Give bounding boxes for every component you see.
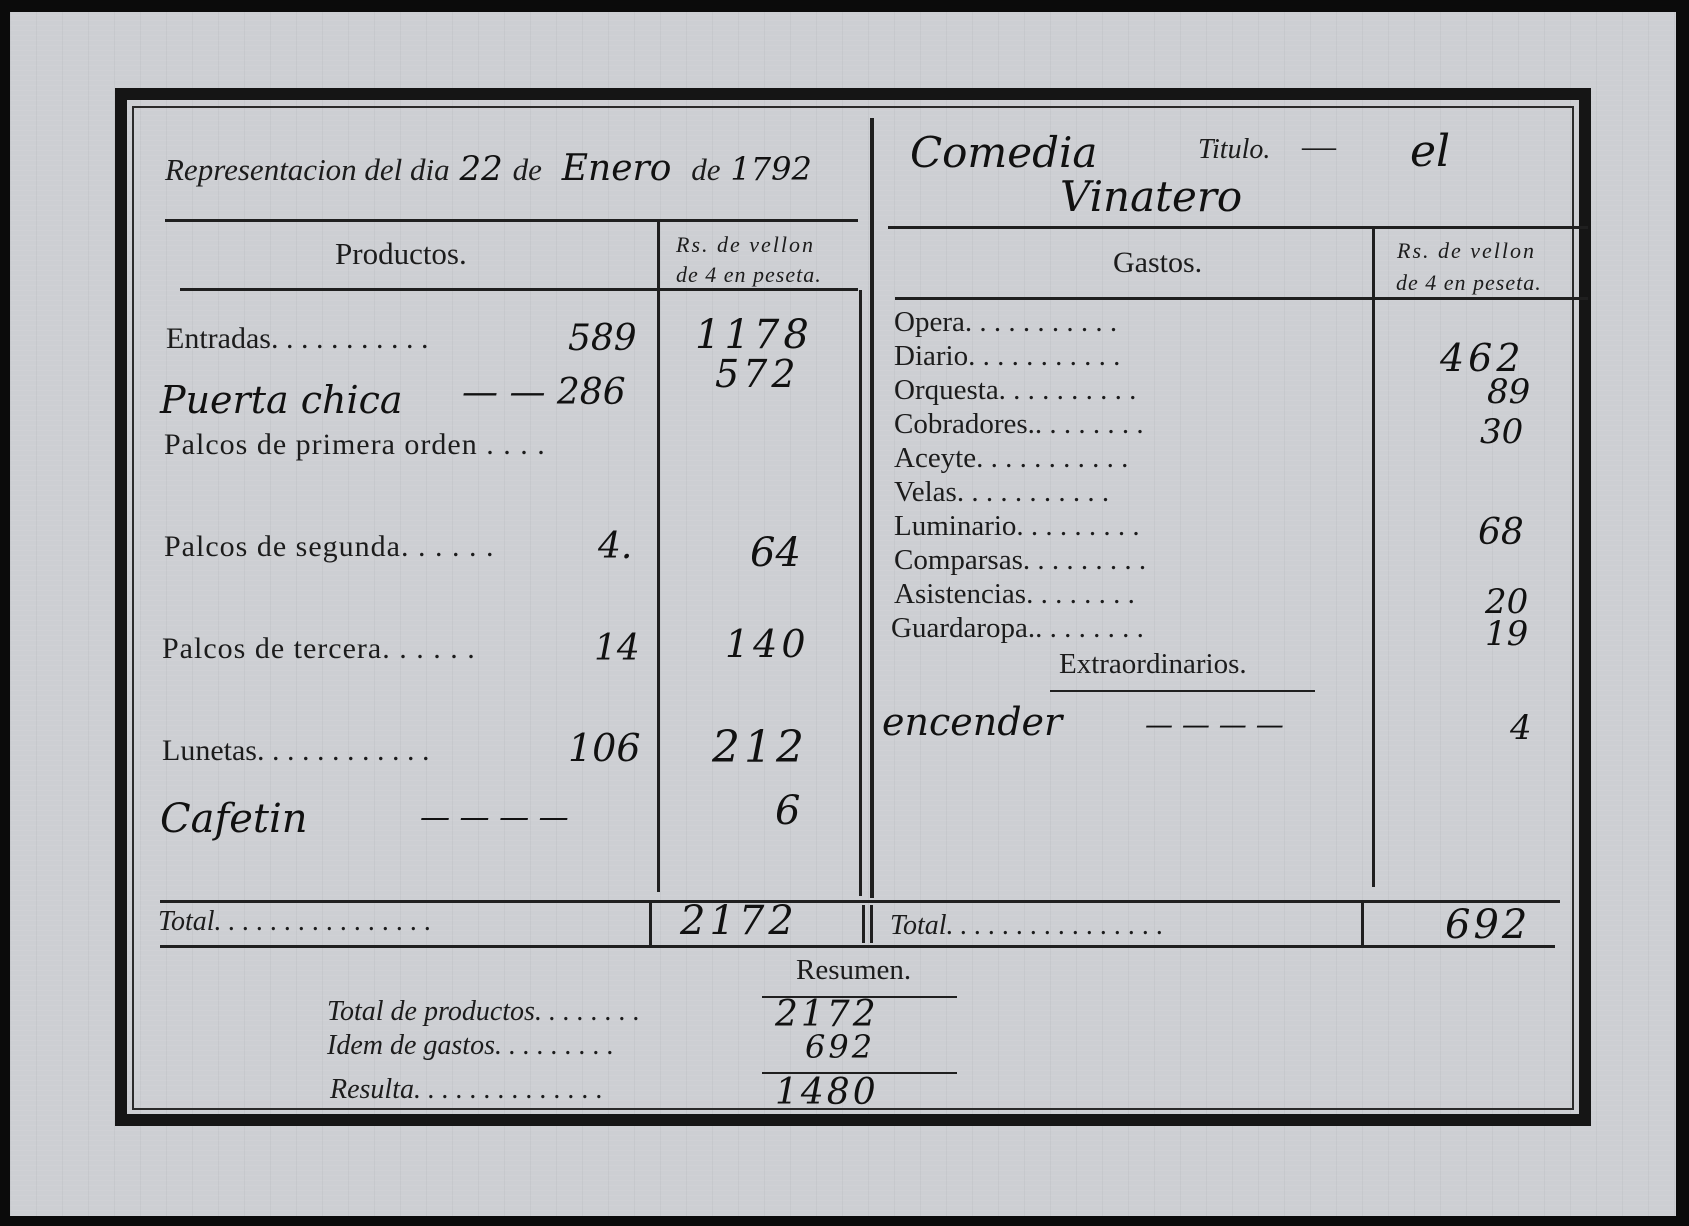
productos-col-head-2: de 4 en peseta. bbox=[676, 262, 822, 287]
gastos-row-diario-amount: 462 bbox=[1440, 336, 1525, 380]
titulo-dash: — bbox=[1302, 128, 1336, 165]
gastos-col-head-1: Rs. de vellon bbox=[1397, 238, 1537, 263]
gastos-row-velas-label: Velas. . . . . . . . . . . bbox=[894, 476, 1110, 508]
prod-col-divider bbox=[657, 222, 660, 892]
gastos-row-cobradores-amount: 30 bbox=[1480, 412, 1524, 452]
resumen-row-gastos-value: 692 bbox=[805, 1028, 876, 1066]
resumen-row-resulta-value: 1480 bbox=[775, 1072, 879, 1113]
date-de-2: de bbox=[691, 152, 721, 187]
title-part-1: el bbox=[1410, 126, 1451, 177]
titulo-label: Titulo. bbox=[1198, 134, 1271, 165]
extraordinarios-heading: Extraordinarios. bbox=[1059, 648, 1247, 680]
resumen-row-gastos-label: Idem de gastos. . . . . . . . . bbox=[327, 1030, 614, 1061]
date-year: 1792 bbox=[730, 150, 812, 188]
gastos-row-luminario-amount: 68 bbox=[1478, 512, 1524, 553]
gastos-col-head-2: de 4 en peseta. bbox=[1396, 270, 1542, 295]
prod-head-bottom-rule bbox=[180, 288, 858, 291]
gastos-col-divider bbox=[1372, 229, 1375, 887]
gastos-row-asistencias-label: Asistencias. . . . . . . . bbox=[894, 578, 1135, 610]
gastos-row-orquesta-label: Orquesta. . . . . . . . . . bbox=[894, 374, 1137, 406]
prod-row-palcos-segunda-count: 4. bbox=[598, 526, 633, 567]
gastos-total-value: 692 bbox=[1445, 902, 1531, 948]
prod-row-palcos-primera-label: Palcos de primera orden . . . . bbox=[164, 428, 546, 461]
prod-row-cafetin-label: Cafetin bbox=[160, 796, 308, 842]
gastos-row-diario-label: Diario. . . . . . . . . . . bbox=[894, 340, 1121, 372]
total-top-rule bbox=[160, 900, 1560, 903]
productos-col-head-1: Rs. de vellon bbox=[676, 232, 816, 257]
gastos-row-orquesta-amount: 89 bbox=[1487, 372, 1531, 412]
prod-row-puerta-label: Puerta chica bbox=[160, 378, 403, 422]
gastos-row-guardaropa-label: Guardaropa.. . . . . . . . bbox=[891, 612, 1144, 644]
center-divider-left bbox=[859, 290, 862, 896]
gastos-row-guardaropa-amount: 19 bbox=[1485, 614, 1529, 654]
extra-row-encender-dashes: — — — — bbox=[1145, 708, 1284, 741]
gastos-head-bottom-rule bbox=[895, 297, 1588, 300]
prod-row-palcos-tercera-count: 14 bbox=[594, 628, 640, 669]
prod-row-palcos-segunda-label: Palcos de segunda. . . . . . bbox=[164, 530, 495, 563]
gastos-row-comparsas-label: Comparsas. . . . . . . . . bbox=[894, 544, 1147, 576]
prod-row-palcos-tercera-amount: 140 bbox=[725, 622, 810, 666]
prod-row-lunetas-label: Lunetas. . . . . . . . . . . . bbox=[162, 734, 430, 767]
prod-row-lunetas-amount: 212 bbox=[712, 722, 808, 773]
gastos-row-asistencias-amount: 20 bbox=[1485, 582, 1529, 622]
gastos-row-aceyte-label: Aceyte. . . . . . . . . . . bbox=[894, 442, 1129, 474]
total-bottom-rule bbox=[160, 945, 1555, 948]
prod-row-cafetin-amount: 6 bbox=[775, 788, 801, 834]
center-divider-top bbox=[870, 118, 874, 898]
prod-row-palcos-segunda-amount: 64 bbox=[750, 530, 801, 576]
productos-heading: Productos. bbox=[335, 236, 467, 271]
title-part-2: Vinatero bbox=[1060, 172, 1243, 221]
prod-total-tick bbox=[649, 900, 652, 946]
prod-head-top-rule bbox=[165, 219, 858, 222]
productos-total-value: 2172 bbox=[680, 898, 798, 944]
prod-row-entradas-count: 589 bbox=[568, 318, 637, 359]
gastos-total-label: Total. . . . . . . . . . . . . . . . bbox=[890, 910, 1164, 941]
gastos-row-opera-label: Opera. . . . . . . . . . . bbox=[894, 306, 1118, 338]
genre: Comedia bbox=[910, 128, 1098, 177]
extra-row-encender-amount: 4 bbox=[1510, 708, 1532, 748]
prod-row-entradas-amount: 1178 bbox=[695, 312, 813, 358]
extraordinarios-underline bbox=[1050, 690, 1315, 692]
prod-row-puerta-count: — — 286 bbox=[462, 372, 626, 413]
gastos-head-top-rule bbox=[888, 226, 1588, 229]
gastos-total-double-bar-b bbox=[870, 905, 873, 943]
resumen-row-productos-value: 2172 bbox=[775, 994, 879, 1035]
productos-total-label: Total. . . . . . . . . . . . . . . . bbox=[158, 906, 432, 937]
prod-row-entradas-label: Entradas. . . . . . . . . . . bbox=[166, 322, 429, 355]
resumen-row-productos-label: Total de productos. . . . . . . . bbox=[327, 996, 640, 1027]
prod-row-lunetas-count: 106 bbox=[568, 726, 641, 770]
date-de-1: de bbox=[512, 152, 542, 187]
performance-date-line bbox=[165, 148, 812, 189]
gastos-row-cobradores-label: Cobradores.. . . . . . . . bbox=[894, 408, 1144, 440]
prod-row-palcos-tercera-label: Palcos de tercera. . . . . . bbox=[162, 632, 476, 665]
date-day: 22 bbox=[459, 149, 503, 189]
prod-row-cafetin-count: — — — — bbox=[420, 800, 569, 835]
gastos-row-luminario-label: Luminario. . . . . . . . . bbox=[894, 510, 1140, 542]
gastos-total-double-bar-a bbox=[862, 905, 865, 943]
prod-row-puerta-amount: 572 bbox=[715, 352, 800, 396]
gastos-heading: Gastos. bbox=[1113, 246, 1203, 279]
resumen-row-resulta-label: Resulta. . . . . . . . . . . . . . bbox=[330, 1074, 603, 1105]
extra-row-encender-label: encender bbox=[882, 700, 1063, 744]
date-prefix: Representacion del dia bbox=[165, 152, 450, 187]
date-month: Enero bbox=[561, 148, 672, 189]
gastos-total-tick bbox=[1361, 900, 1364, 946]
resumen-heading: Resumen. bbox=[796, 954, 912, 986]
